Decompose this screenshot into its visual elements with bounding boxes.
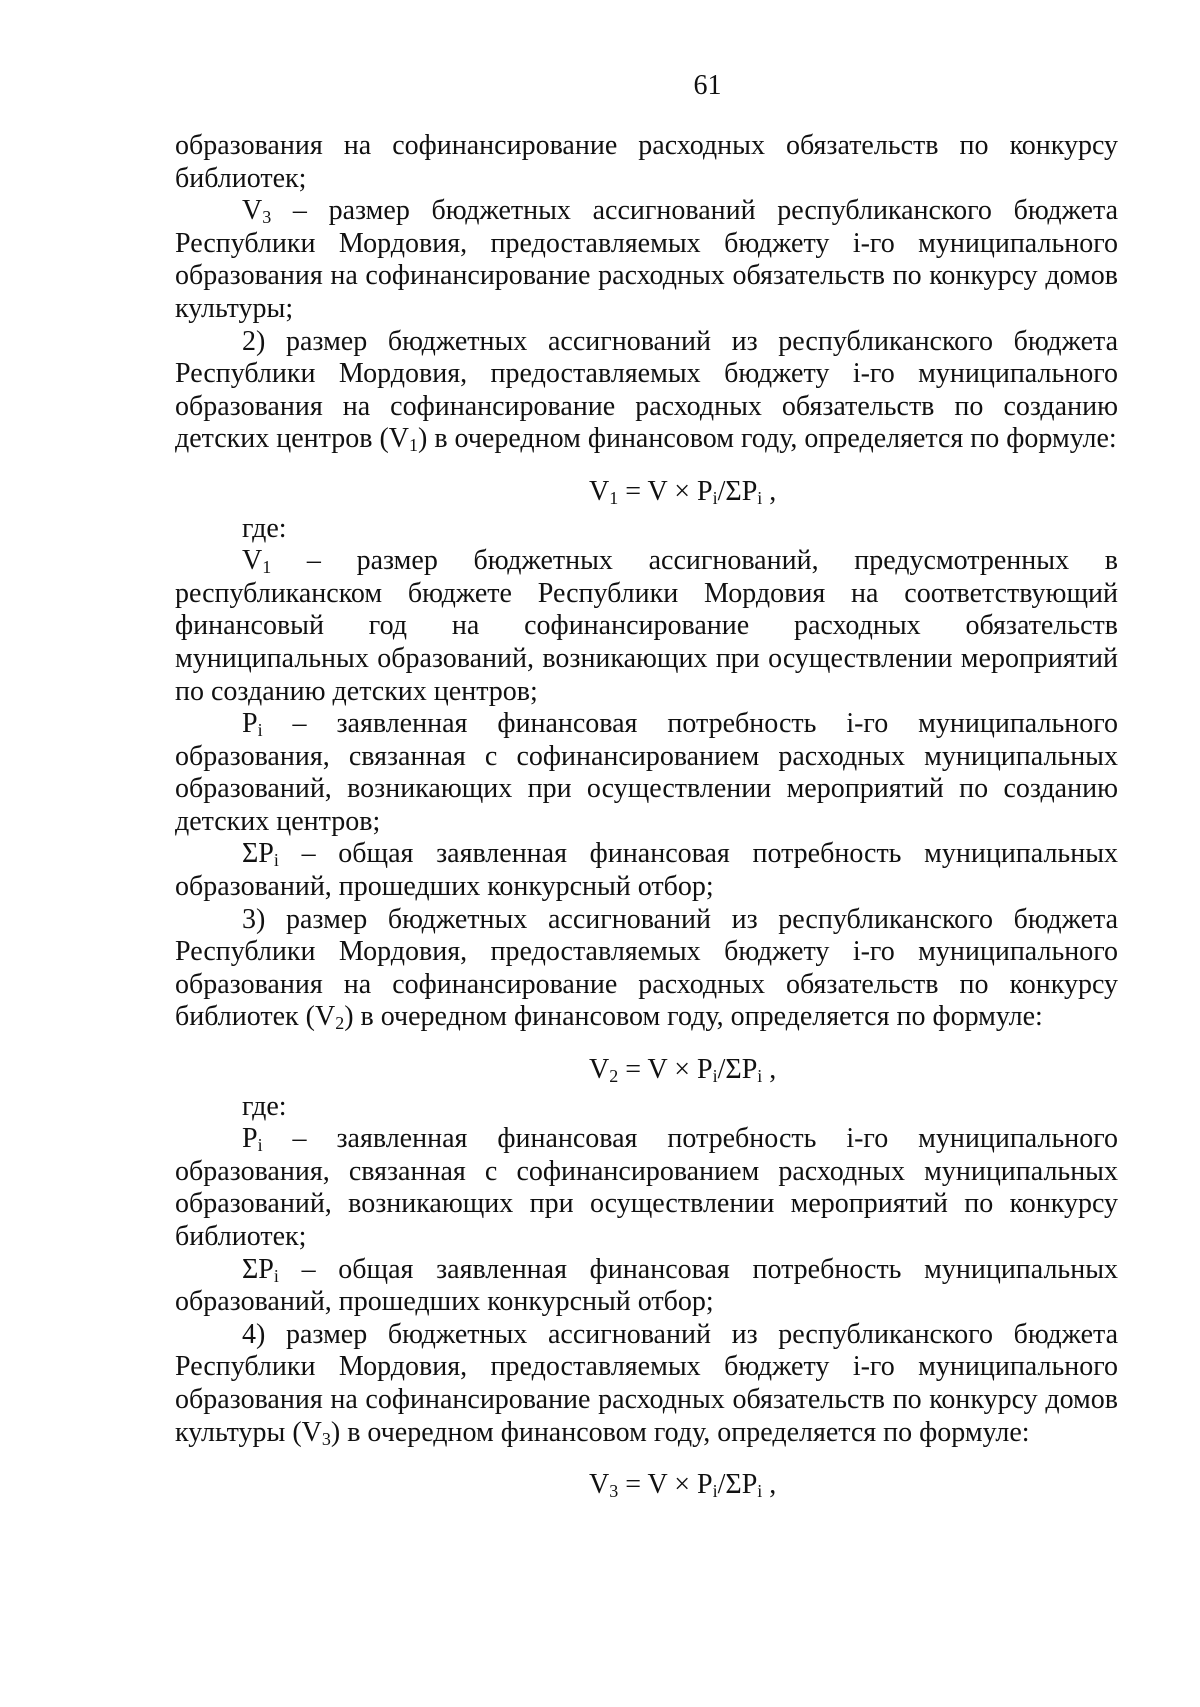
- text-run: ΣP: [242, 838, 274, 870]
- subscript: 1: [409, 435, 419, 456]
- text-run: V: [242, 545, 263, 577]
- subscript: 3: [609, 1481, 619, 1502]
- subscript: 3: [321, 1428, 331, 1449]
- formula: [175, 1054, 1118, 1087]
- text-run: /ΣP: [717, 475, 758, 507]
- where-label: [175, 1091, 1118, 1124]
- text-run: где:: [242, 1090, 287, 1122]
- subscript: i: [757, 487, 763, 508]
- subscript: i: [257, 720, 263, 741]
- paragraph: [175, 326, 1118, 456]
- formula: [175, 1469, 1118, 1502]
- text-run: ,: [762, 1469, 777, 1501]
- page-number: 61: [693, 70, 722, 101]
- paragraph: [175, 838, 1118, 903]
- document-page: [175, 70, 1118, 1506]
- subscript: 1: [262, 557, 272, 578]
- text-run: V: [589, 475, 610, 507]
- text-run: V: [242, 195, 263, 227]
- paragraph: [175, 1123, 1118, 1253]
- subscript: i: [712, 1481, 718, 1502]
- subscript: i: [273, 1265, 279, 1286]
- text-run: – заявленная финансовая потребность i-го муниципального образования, связанная с софинансированием расходных муниципальных образований, возникающих при осуществлении мероприятий по созданию детских центров;: [175, 708, 1118, 837]
- subscript: 1: [609, 487, 619, 508]
- text-run: где:: [242, 512, 287, 544]
- subscript: i: [273, 850, 279, 871]
- text-run: P: [242, 1123, 258, 1155]
- paragraph: [175, 904, 1118, 1034]
- document-body: [175, 130, 1118, 1506]
- text-run: – общая заявленная финансовая потребность муниципальных образований, прошедших конкурсный отбор;: [175, 1253, 1118, 1318]
- text-run: 4) размер бюджетных ассигнований из республиканского бюджета Республики Мордовия, предоставляемых бюджету i-го муниципального образования на софинансирование расходных обязательств по конкурсу домов культуры (V: [175, 1318, 1118, 1448]
- subscript: 2: [609, 1066, 619, 1087]
- text-run: V: [589, 1054, 610, 1086]
- text-run: V: [589, 1469, 610, 1501]
- text-run: 3) размер бюджетных ассигнований из республиканского бюджета Республики Мордовия, предоставляемых бюджету i-го муниципального образования на софинансирование расходных обязательств по конкурсу библиотек (V: [175, 903, 1118, 1033]
- text-run: ,: [762, 1054, 777, 1086]
- subscript: i: [757, 1481, 763, 1502]
- text-run: 2) размер бюджетных ассигнований из республиканского бюджета Республики Мордовия, предоставляемых бюджету i-го муниципального образования на софинансирование расходных обязательств по созданию детских центров (V: [175, 325, 1118, 455]
- subscript: i: [257, 1135, 263, 1156]
- text-run: – размер бюджетных ассигнований республиканского бюджета Республики Мордовия, предоставляемых бюджету i-го муниципального образования на софинансирование расходных обязательств по конкурсу домов культуры;: [175, 195, 1118, 324]
- subscript: i: [712, 487, 718, 508]
- paragraph: [175, 708, 1118, 838]
- text-run: /ΣP: [717, 1054, 758, 1086]
- text-run: – общая заявленная финансовая потребность муниципальных образований, прошедших конкурсный отбор;: [175, 838, 1118, 903]
- paragraph: [175, 1319, 1118, 1449]
- text-run: образования на софинансирование расходных обязательств по конкурсу библиотек;: [175, 130, 1118, 194]
- subscript: 2: [335, 1013, 345, 1034]
- text-run: = V × P: [618, 1469, 713, 1501]
- paragraph: [175, 545, 1118, 708]
- text-run: – заявленная финансовая потребность i-го муниципального образования, связанная с софинансированием расходных муниципальных образований, возникающих при осуществлении мероприятий по конкурсу библиотек;: [175, 1123, 1118, 1252]
- paragraph: [175, 195, 1118, 325]
- text-run: ) в очередном финансовом году, определяется по формуле:: [344, 1001, 1043, 1033]
- where-label: [175, 513, 1118, 546]
- text-run: P: [242, 708, 258, 740]
- text-run: ΣP: [242, 1253, 274, 1285]
- subscript: i: [712, 1066, 718, 1087]
- text-run: – размер бюджетных ассигнований, предусмотренных в республиканском бюджете Республики Мордовия на соответствующий финансовый год на софинансирование расходных обязательств муниципальных образований, возникающих при осуществлении мероприятий по созданию детских центров;: [175, 545, 1118, 707]
- text-run: ) в очередном финансовом году, определяется по формуле:: [330, 1416, 1030, 1448]
- subscript: i: [757, 1066, 763, 1087]
- text-run: /ΣP: [717, 1469, 758, 1501]
- formula: [175, 476, 1118, 509]
- paragraph: [175, 130, 1118, 195]
- subscript: 3: [262, 207, 272, 228]
- text-run: = V × P: [618, 1054, 713, 1086]
- text-run: ) в очередном финансовом году, определяется по формуле:: [418, 423, 1117, 455]
- paragraph: [175, 1254, 1118, 1319]
- text-run: ,: [762, 475, 777, 507]
- text-run: = V × P: [618, 475, 713, 507]
